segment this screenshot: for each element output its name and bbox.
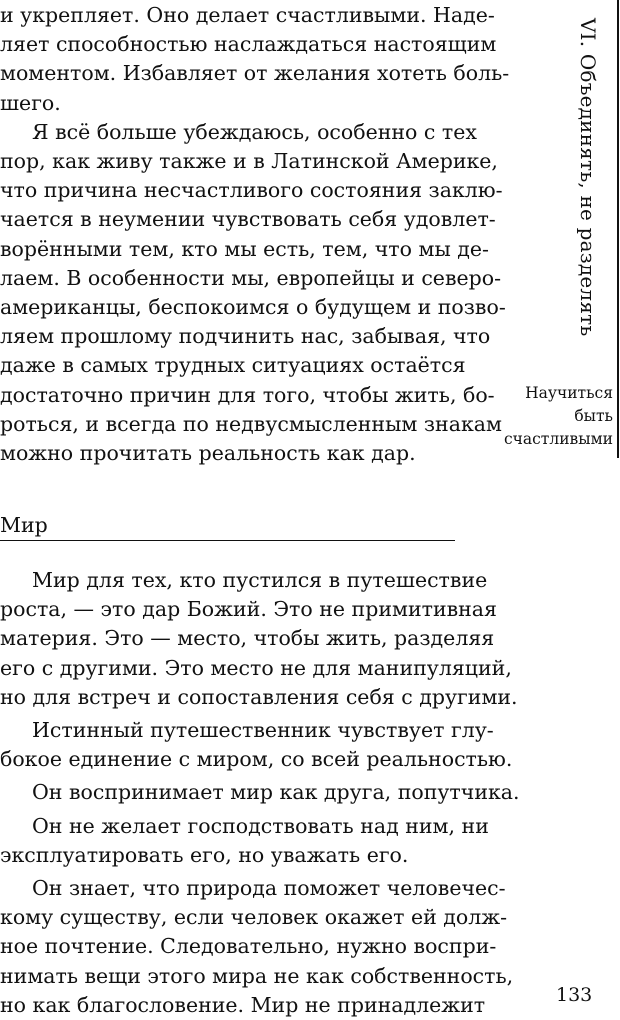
text-line: его с другими. Это место не для манипуляций, bbox=[0, 655, 512, 680]
margin-note-line: Научиться bbox=[525, 384, 613, 402]
margin-rule bbox=[617, 0, 619, 458]
text-line: чается в неумении чувствовать себя удовлет- bbox=[0, 207, 496, 232]
text-line: роста, — это дар Божий. Это не примитивная bbox=[0, 597, 497, 622]
running-head: VI. Объединять, не разделять bbox=[576, 18, 600, 337]
margin-note bbox=[470, 382, 613, 451]
text-line: пор, как живу также и в Латинской Америке, bbox=[0, 149, 498, 173]
text-line: ворёнными тем, кто мы есть, тем, что мы де- bbox=[0, 236, 489, 261]
text-line: кому существу, если человек окажет ей долж- bbox=[0, 905, 508, 930]
text-line: лаем. В особенности мы, европейцы и северо- bbox=[0, 265, 502, 290]
text-line: материя. Это — место, чтобы жить, разделяя bbox=[0, 626, 495, 651]
section-title: Мир bbox=[0, 513, 48, 537]
text-line: Он знает, что природа поможет человечес- bbox=[32, 876, 506, 900]
section-divider bbox=[0, 540, 455, 541]
text-line: Я всё больше убеждаюсь, особенно с тех bbox=[32, 119, 477, 144]
text-line: можно прочитать реальность как дар. bbox=[0, 441, 416, 465]
text-line: но для встреч и сопоставления себя с другими. bbox=[0, 684, 518, 709]
text-line: даже в самых трудных ситуациях остаётся bbox=[0, 353, 466, 378]
text-line: ное почтение. Следовательно, нужно воспри- bbox=[0, 934, 497, 959]
text-line: Он не желает господствовать над ним, ни bbox=[32, 813, 489, 838]
text-line: достаточно причин для того, чтобы жить, бо- bbox=[0, 382, 495, 407]
text-line: моментом. Избавляет от желания хотеть боль- bbox=[0, 61, 510, 86]
text-line: роться, и всегда по недвусмысленным знакам bbox=[0, 411, 502, 436]
text-line: и укрепляет. Оно делает счастливыми. Наде- bbox=[0, 3, 495, 27]
text-line: что причина несчастливого состояния заклю- bbox=[0, 178, 503, 203]
text-line: нимать вещи этого мира не как собственность, bbox=[0, 963, 514, 988]
page-number: 133 bbox=[556, 984, 593, 1006]
text-line: шего. bbox=[0, 90, 61, 115]
text-line: Мир для тех, кто пустился в путешествие bbox=[32, 568, 488, 592]
text-line: ляем прошлому подчинить нас, забывая, что bbox=[0, 324, 491, 349]
text-line: Он воспринимает мир как друга, попутчика. bbox=[32, 780, 520, 805]
text-line: бокое единение с миром, со всей реальностью. bbox=[0, 747, 513, 772]
text-line: Истинный путешественник чувствует глу- bbox=[32, 718, 494, 742]
text-line: американцы, беспокоимся о будущем и позво- bbox=[0, 295, 506, 319]
margin-note-line: быть bbox=[574, 407, 613, 425]
text-line: эксплуатировать его, но уважать его. bbox=[0, 842, 409, 867]
text-line: но как благословение. Мир не принадлежит bbox=[0, 992, 486, 1017]
margin-note-line: счастливыми bbox=[503, 430, 613, 448]
text-line: ляет способностью наслаждаться настоящим bbox=[0, 32, 497, 57]
